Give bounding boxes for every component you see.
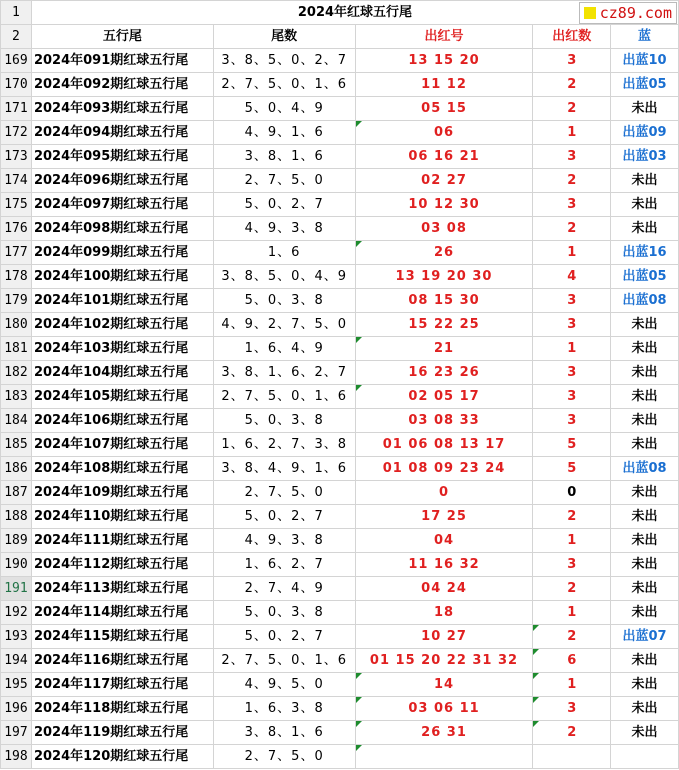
cell-blue-result[interactable]: 未出 — [611, 697, 679, 721]
cell-period-name[interactable]: 2024年113期红球五行尾 — [31, 577, 213, 601]
cell-red-numbers[interactable]: 05 15 — [355, 97, 533, 121]
table-row — [1, 193, 679, 217]
cell-red-count[interactable]: 3 — [533, 361, 611, 385]
header-red-numbers[interactable]: 出红号 — [355, 25, 533, 49]
header-blue[interactable]: 蓝 — [611, 25, 679, 49]
cell-red-numbers[interactable]: 01 08 09 23 24 — [355, 457, 533, 481]
row-header[interactable]: 186 — [1, 457, 32, 481]
cell-red-numbers[interactable]: 03 08 33 — [355, 409, 533, 433]
cell-period-name[interactable]: 2024年114期红球五行尾 — [31, 601, 213, 625]
cell-period-name[interactable]: 2024年103期红球五行尾 — [31, 337, 213, 361]
cell-blue-result[interactable]: 未出 — [611, 529, 679, 553]
cell-red-count[interactable]: 2 — [533, 217, 611, 241]
cell-comment-flag-icon — [356, 745, 362, 751]
cell-red-numbers[interactable]: 17 25 — [355, 505, 533, 529]
cell-tails[interactable]: 4、9、1、6 — [213, 121, 355, 145]
cell-blue-result[interactable]: 出蓝03 — [611, 145, 679, 169]
cell-comment-flag-icon — [356, 673, 362, 679]
cell-red-count[interactable]: 2 — [533, 625, 611, 649]
cell-comment-flag-icon — [356, 385, 362, 391]
cell-comment-flag-icon — [356, 721, 362, 727]
cell-tails[interactable]: 2、7、5、0 — [213, 745, 355, 769]
table-row — [1, 553, 679, 577]
cell-blue-result[interactable] — [611, 745, 679, 769]
cell-blue-result[interactable]: 未出 — [611, 385, 679, 409]
cell-red-count[interactable]: 1 — [533, 601, 611, 625]
cell-period-name[interactable]: 2024年119期红球五行尾 — [31, 721, 213, 745]
row-header[interactable]: 184 — [1, 409, 32, 433]
cell-red-count[interactable]: 4 — [533, 265, 611, 289]
cell-period-name[interactable]: 2024年094期红球五行尾 — [31, 121, 213, 145]
cell-tails[interactable]: 5、0、3、8 — [213, 601, 355, 625]
table-row — [1, 361, 679, 385]
cell-period-name[interactable]: 2024年112期红球五行尾 — [31, 553, 213, 577]
cell-blue-result[interactable]: 出蓝05 — [611, 265, 679, 289]
cell-tails[interactable]: 3、8、4、9、1、6 — [213, 457, 355, 481]
cell-red-numbers[interactable]: 14 — [355, 673, 533, 697]
cell-red-count[interactable]: 3 — [533, 145, 611, 169]
cell-period-name[interactable]: 2024年095期红球五行尾 — [31, 145, 213, 169]
cell-tails[interactable]: 2、7、4、9 — [213, 577, 355, 601]
cell-period-name[interactable]: 2024年101期红球五行尾 — [31, 289, 213, 313]
cell-red-numbers[interactable]: 18 — [355, 601, 533, 625]
cell-blue-result[interactable]: 未出 — [611, 193, 679, 217]
cell-red-count[interactable] — [533, 745, 611, 769]
cell-period-name[interactable]: 2024年102期红球五行尾 — [31, 313, 213, 337]
cell-tails[interactable]: 4、9、3、8 — [213, 529, 355, 553]
row-header[interactable]: 187 — [1, 481, 32, 505]
cell-blue-result[interactable]: 出蓝07 — [611, 625, 679, 649]
row-header[interactable]: 181 — [1, 337, 32, 361]
row-header[interactable]: 195 — [1, 673, 32, 697]
cell-period-name[interactable]: 2024年099期红球五行尾 — [31, 241, 213, 265]
cell-comment-flag-icon — [533, 697, 539, 703]
cell-period-name[interactable]: 2024年120期红球五行尾 — [31, 745, 213, 769]
cell-red-count[interactable]: 3 — [533, 409, 611, 433]
cell-tails[interactable]: 3、8、5、0、4、9 — [213, 265, 355, 289]
cell-red-count[interactable]: 2 — [533, 73, 611, 97]
cell-red-numbers[interactable]: 04 — [355, 529, 533, 553]
row-header[interactable]: 172 — [1, 121, 32, 145]
cell-blue-result[interactable]: 未出 — [611, 481, 679, 505]
cell-period-name[interactable]: 2024年118期红球五行尾 — [31, 697, 213, 721]
cell-tails[interactable]: 2、7、5、0、1、6 — [213, 649, 355, 673]
site-logo — [579, 2, 677, 24]
cell-period-name[interactable]: 2024年110期红球五行尾 — [31, 505, 213, 529]
cell-red-count[interactable]: 3 — [533, 49, 611, 73]
cell-blue-result[interactable]: 未出 — [611, 97, 679, 121]
header-red-count[interactable]: 出红数 — [533, 25, 611, 49]
table-row — [1, 433, 679, 457]
cell-blue-result[interactable]: 出蓝05 — [611, 73, 679, 97]
table-row — [1, 505, 679, 529]
cell-red-count[interactable]: 3 — [533, 193, 611, 217]
cell-blue-result[interactable]: 未出 — [611, 673, 679, 697]
cell-period-name[interactable]: 2024年091期红球五行尾 — [31, 49, 213, 73]
table-row — [1, 457, 679, 481]
table-row — [1, 73, 679, 97]
row-header[interactable]: 177 — [1, 241, 32, 265]
cell-red-count[interactable]: 2 — [533, 505, 611, 529]
row-header[interactable]: 196 — [1, 697, 32, 721]
cell-tails[interactable]: 4、9、3、8 — [213, 217, 355, 241]
cell-blue-result[interactable]: 出蓝10 — [611, 49, 679, 73]
cell-red-numbers[interactable]: 10 12 30 — [355, 193, 533, 217]
cell-tails[interactable]: 5、0、2、7 — [213, 193, 355, 217]
row-header[interactable]: 192 — [1, 601, 32, 625]
table-row — [1, 625, 679, 649]
row-header[interactable]: 169 — [1, 49, 32, 73]
cell-blue-result[interactable]: 出蓝08 — [611, 289, 679, 313]
cell-period-name[interactable]: 2024年107期红球五行尾 — [31, 433, 213, 457]
cell-red-numbers[interactable]: 04 24 — [355, 577, 533, 601]
cell-red-numbers[interactable] — [355, 745, 533, 769]
cell-period-name[interactable]: 2024年108期红球五行尾 — [31, 457, 213, 481]
cell-red-numbers[interactable]: 13 19 20 30 — [355, 265, 533, 289]
cell-red-numbers[interactable]: 02 27 — [355, 169, 533, 193]
cell-comment-flag-icon — [533, 649, 539, 655]
cell-blue-result[interactable]: 未出 — [611, 505, 679, 529]
table-row — [1, 337, 679, 361]
cell-red-numbers[interactable]: 21 — [355, 337, 533, 361]
table-row — [1, 49, 679, 73]
row-header[interactable]: 175 — [1, 193, 32, 217]
cell-red-count[interactable]: 2 — [533, 169, 611, 193]
table-row — [1, 577, 679, 601]
cell-red-count[interactable]: 5 — [533, 457, 611, 481]
cell-tails[interactable]: 1、6、2、7 — [213, 553, 355, 577]
cell-red-count[interactable]: 2 — [533, 721, 611, 745]
logo-square-icon — [584, 7, 596, 19]
sheet-title[interactable]: 2024年红球五行尾 — [31, 1, 678, 25]
cell-comment-flag-icon — [533, 721, 539, 727]
table-row — [1, 313, 679, 337]
cell-red-numbers[interactable]: 01 06 08 13 17 — [355, 433, 533, 457]
logo-text: cz89.com — [599, 4, 672, 22]
table-row — [1, 721, 679, 745]
cell-tails[interactable]: 2、7、5、0、1、6 — [213, 385, 355, 409]
row-header[interactable]: 190 — [1, 553, 32, 577]
row-header[interactable]: 1 — [1, 1, 32, 25]
cell-comment-flag-icon — [356, 337, 362, 343]
cell-tails[interactable]: 3、8、1、6 — [213, 721, 355, 745]
cell-period-name[interactable]: 2024年100期红球五行尾 — [31, 265, 213, 289]
cell-tails[interactable]: 5、0、3、8 — [213, 409, 355, 433]
table-row — [1, 241, 679, 265]
table-row — [1, 169, 679, 193]
cell-red-numbers[interactable]: 16 23 26 — [355, 361, 533, 385]
cell-red-numbers[interactable]: 02 05 17 — [355, 385, 533, 409]
cell-red-numbers[interactable]: 03 06 11 — [355, 697, 533, 721]
row-header[interactable]: 198 — [1, 745, 32, 769]
cell-tails[interactable]: 2、7、5、0、1、6 — [213, 73, 355, 97]
cell-period-name[interactable]: 2024年115期红球五行尾 — [31, 625, 213, 649]
cell-blue-result[interactable]: 未出 — [611, 553, 679, 577]
cell-red-count[interactable]: 3 — [533, 313, 611, 337]
cell-period-name[interactable]: 2024年106期红球五行尾 — [31, 409, 213, 433]
cell-red-numbers[interactable]: 10 27 — [355, 625, 533, 649]
table-row — [1, 145, 679, 169]
cell-comment-flag-icon — [533, 673, 539, 679]
row-header[interactable]: 197 — [1, 721, 32, 745]
table-row — [1, 409, 679, 433]
header-name[interactable]: 五行尾 — [31, 25, 213, 49]
cell-blue-result[interactable]: 未出 — [611, 361, 679, 385]
row-header[interactable]: 193 — [1, 625, 32, 649]
cell-blue-result[interactable]: 未出 — [611, 217, 679, 241]
cell-red-numbers[interactable]: 15 22 25 — [355, 313, 533, 337]
cell-blue-result[interactable]: 未出 — [611, 337, 679, 361]
cell-red-count[interactable]: 3 — [533, 385, 611, 409]
table-row — [1, 529, 679, 553]
cell-red-count[interactable]: 2 — [533, 97, 611, 121]
table-row — [1, 121, 679, 145]
table-row — [1, 97, 679, 121]
cell-red-count[interactable]: 0 — [533, 481, 611, 505]
row-header[interactable]: 189 — [1, 529, 32, 553]
cell-tails[interactable]: 5、0、3、8 — [213, 289, 355, 313]
table-row — [1, 745, 679, 769]
row-header[interactable]: 2 — [1, 25, 32, 49]
cell-tails[interactable]: 3、8、5、0、2、7 — [213, 49, 355, 73]
cell-period-name[interactable]: 2024年096期红球五行尾 — [31, 169, 213, 193]
cell-tails[interactable]: 1、6 — [213, 241, 355, 265]
cell-tails[interactable]: 5、0、2、7 — [213, 625, 355, 649]
table-row — [1, 601, 679, 625]
cell-red-numbers[interactable]: 06 — [355, 121, 533, 145]
cell-period-name[interactable]: 2024年105期红球五行尾 — [31, 385, 213, 409]
cell-tails[interactable]: 5、0、4、9 — [213, 97, 355, 121]
table-row — [1, 697, 679, 721]
cell-red-count[interactable]: 1 — [533, 241, 611, 265]
row-header[interactable]: 176 — [1, 217, 32, 241]
cell-blue-result[interactable]: 未出 — [611, 313, 679, 337]
cell-blue-result[interactable]: 出蓝16 — [611, 241, 679, 265]
cell-red-numbers[interactable]: 13 15 20 — [355, 49, 533, 73]
cell-tails[interactable]: 1、6、4、9 — [213, 337, 355, 361]
cell-tails[interactable]: 4、9、5、0 — [213, 673, 355, 697]
cell-red-count[interactable]: 5 — [533, 433, 611, 457]
cell-period-name[interactable]: 2024年109期红球五行尾 — [31, 481, 213, 505]
cell-tails[interactable]: 3、8、1、6 — [213, 145, 355, 169]
cell-period-name[interactable]: 2024年097期红球五行尾 — [31, 193, 213, 217]
cell-period-name[interactable]: 2024年098期红球五行尾 — [31, 217, 213, 241]
cell-red-count[interactable]: 1 — [533, 529, 611, 553]
cell-period-name[interactable]: 2024年092期红球五行尾 — [31, 73, 213, 97]
cell-blue-result[interactable]: 出蓝09 — [611, 121, 679, 145]
row-header[interactable]: 173 — [1, 145, 32, 169]
row-header[interactable]: 194 — [1, 649, 32, 673]
header-tails[interactable]: 尾数 — [213, 25, 355, 49]
cell-tails[interactable]: 1、6、3、8 — [213, 697, 355, 721]
cell-red-count[interactable]: 3 — [533, 697, 611, 721]
title-row — [1, 1, 679, 25]
table-row — [1, 217, 679, 241]
cell-tails[interactable]: 3、8、1、6、2、7 — [213, 361, 355, 385]
row-header[interactable]: 179 — [1, 289, 32, 313]
cell-blue-result[interactable]: 未出 — [611, 649, 679, 673]
cell-red-numbers[interactable]: 11 12 — [355, 73, 533, 97]
cell-comment-flag-icon — [356, 241, 362, 247]
cell-tails[interactable]: 1、6、2、7、3、8 — [213, 433, 355, 457]
cell-tails[interactable]: 4、9、2、7、5、0 — [213, 313, 355, 337]
cell-blue-result[interactable]: 未出 — [611, 169, 679, 193]
cell-red-count[interactable]: 1 — [533, 121, 611, 145]
cell-red-count[interactable]: 3 — [533, 553, 611, 577]
row-header[interactable]: 170 — [1, 73, 32, 97]
row-header[interactable]: 174 — [1, 169, 32, 193]
row-header[interactable]: 188 — [1, 505, 32, 529]
cell-comment-flag-icon — [356, 121, 362, 127]
cell-blue-result[interactable]: 未出 — [611, 409, 679, 433]
cell-red-count[interactable]: 1 — [533, 673, 611, 697]
cell-red-count[interactable]: 1 — [533, 337, 611, 361]
cell-tails[interactable]: 5、0、2、7 — [213, 505, 355, 529]
cell-blue-result[interactable]: 未出 — [611, 577, 679, 601]
cell-comment-flag-icon — [533, 625, 539, 631]
table-row — [1, 481, 679, 505]
cell-red-numbers[interactable]: 06 16 21 — [355, 145, 533, 169]
cell-red-count[interactable]: 3 — [533, 289, 611, 313]
cell-red-numbers[interactable]: 11 16 32 — [355, 553, 533, 577]
table-row — [1, 385, 679, 409]
cell-red-numbers[interactable]: 03 08 — [355, 217, 533, 241]
table-row — [1, 289, 679, 313]
row-header[interactable]: 171 — [1, 97, 32, 121]
cell-tails[interactable]: 2、7、5、0 — [213, 169, 355, 193]
table-row — [1, 673, 679, 697]
cell-red-numbers[interactable]: 0 — [355, 481, 533, 505]
cell-blue-result[interactable]: 出蓝08 — [611, 457, 679, 481]
table-row — [1, 649, 679, 673]
cell-blue-result[interactable]: 未出 — [611, 601, 679, 625]
cell-red-count[interactable]: 6 — [533, 649, 611, 673]
row-header[interactable]: 182 — [1, 361, 32, 385]
row-header[interactable]: 180 — [1, 313, 32, 337]
row-header[interactable]: 178 — [1, 265, 32, 289]
cell-blue-result[interactable]: 未出 — [611, 721, 679, 745]
cell-tails[interactable]: 2、7、5、0 — [213, 481, 355, 505]
cell-period-name[interactable]: 2024年117期红球五行尾 — [31, 673, 213, 697]
cell-period-name[interactable]: 2024年104期红球五行尾 — [31, 361, 213, 385]
cell-comment-flag-icon — [356, 697, 362, 703]
cell-red-numbers[interactable]: 08 15 30 — [355, 289, 533, 313]
cell-period-name[interactable]: 2024年093期红球五行尾 — [31, 97, 213, 121]
row-header[interactable]: 191 — [1, 577, 32, 601]
cell-red-numbers[interactable]: 26 — [355, 241, 533, 265]
cell-period-name[interactable]: 2024年116期红球五行尾 — [31, 649, 213, 673]
cell-period-name[interactable]: 2024年111期红球五行尾 — [31, 529, 213, 553]
cell-blue-result[interactable]: 未出 — [611, 433, 679, 457]
cell-red-numbers[interactable]: 01 15 20 22 31 32 — [355, 649, 533, 673]
header-row — [1, 25, 679, 49]
cell-red-count[interactable]: 2 — [533, 577, 611, 601]
cell-red-numbers[interactable]: 26 31 — [355, 721, 533, 745]
row-header[interactable]: 185 — [1, 433, 32, 457]
table-row — [1, 265, 679, 289]
row-header[interactable]: 183 — [1, 385, 32, 409]
